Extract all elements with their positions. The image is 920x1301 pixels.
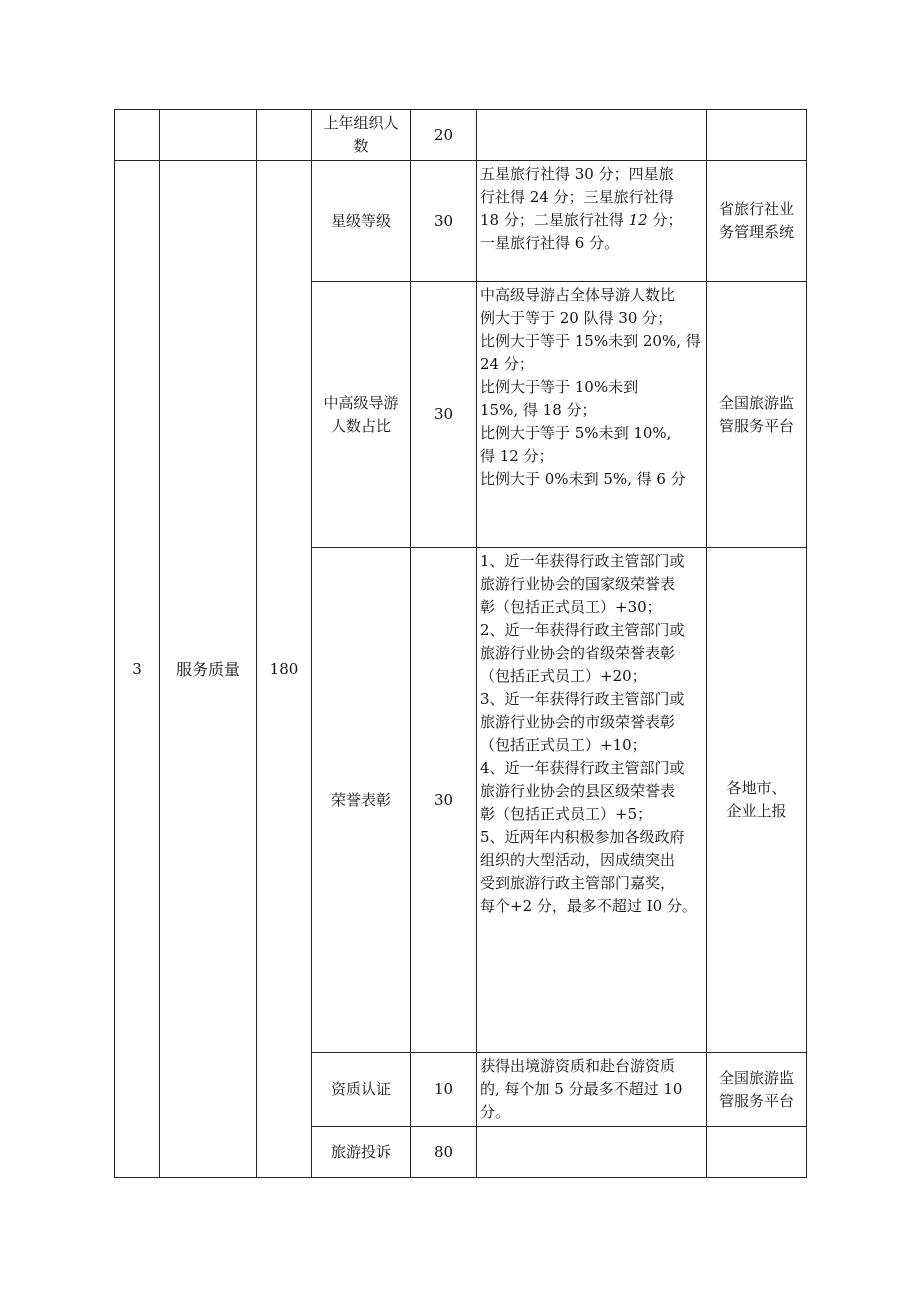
cell-no: 3 [115, 161, 160, 1178]
rule-line: 4、近一年获得行政主管部门或 [480, 759, 685, 777]
rule-line: 比例大于 0%未到 5%, 得 6 分 [480, 470, 686, 488]
source-line: 企业上报 [726, 802, 787, 820]
item-line: 人数占比 [330, 416, 391, 435]
cell-score: 20 [411, 110, 477, 161]
table-row-prior-year-organized [115, 110, 807, 161]
cell-item: 星级等级 [312, 161, 411, 282]
source-line: 各地市、 [726, 779, 787, 797]
cell-rule [477, 1053, 707, 1127]
cell-source [707, 161, 807, 282]
cell-source [707, 548, 807, 1053]
evaluation-table [114, 109, 807, 1178]
rule-line: 行社得 24 分；三星旅行社得 [480, 188, 674, 206]
rule-line: 15%, 得 18 分； [480, 401, 597, 419]
cell-score: 30 [411, 161, 477, 282]
rule-line: 中高级导游占全体导游人数比 [480, 286, 676, 304]
item-line: 上年组织人 [323, 114, 399, 132]
cell-source [707, 1127, 807, 1178]
rule-line: 每个+2 分，最多不超过 I0 分。 [480, 897, 697, 915]
rule-line: 一星旅行社得 6 分。 [480, 234, 620, 252]
cell-item [312, 282, 411, 548]
rule-line: 受到旅游行政主管部门嘉奖， [480, 874, 676, 892]
cell-category-empty [160, 110, 257, 161]
rule-line: 分。 [480, 1103, 511, 1121]
cell-score: 30 [411, 282, 477, 548]
cell-rule [477, 110, 707, 161]
rule-line: （包括正式员工）+20； [480, 667, 647, 685]
source-line: 务管理系统 [718, 223, 794, 241]
rule-line: 的, 每个加 5 分最多不超过 10 [480, 1080, 683, 1098]
item-line: 中高级导游 [323, 393, 399, 412]
rule-text: 18 分；二星旅行社得 [480, 211, 629, 229]
rule-line: 比例大于等于 5%未到 10%, [480, 424, 672, 442]
cell-score: 10 [411, 1053, 477, 1127]
item-line: 数 [353, 137, 369, 155]
rule-line: 例大于等于 20 队得 30 分； [480, 309, 673, 327]
cell-source [707, 282, 807, 548]
rule-line: 5、近两年内积极参加各级政府 [480, 828, 685, 846]
cell-total: 180 [257, 161, 312, 1178]
cell-source [707, 110, 807, 161]
rule-line [480, 209, 704, 232]
source-line: 全国旅游监 [718, 393, 794, 412]
source-line: 全国旅游监 [718, 1068, 794, 1087]
rule-line: 比例大于等于 15%未到 20%, 得 [480, 332, 701, 350]
cell-no-empty [115, 110, 160, 161]
cell-score: 30 [411, 548, 477, 1053]
source-line: 管服务平台 [718, 1091, 794, 1110]
cell-item: 旅游投诉 [312, 1127, 411, 1178]
rule-line: （包括正式员工）+10； [480, 736, 647, 754]
cell-item: 荣誉表彰 [312, 548, 411, 1053]
rule-line: 得 12 分； [480, 447, 554, 465]
cell-item: 资质认证 [312, 1053, 411, 1127]
cell-category: 服务质量 [160, 161, 257, 1178]
cell-rule [477, 282, 707, 548]
cell-item [312, 110, 411, 161]
source-line: 管服务平台 [718, 416, 794, 435]
cell-rule [477, 548, 707, 1053]
rule-text: 分； [647, 211, 683, 229]
cell-rule [477, 161, 707, 282]
cell-rule [477, 1127, 707, 1178]
rule-line: 组织的大型活动，因成绩突出 [480, 851, 676, 869]
rule-line: 彰（包括正式员工）+30； [480, 598, 662, 616]
rule-line: 旅游行业协会的县区级荣誉表 [480, 782, 676, 800]
rule-line: 1、近一年获得行政主管部门或 [480, 552, 685, 570]
rule-line: 五星旅行社得 30 分；四星旅 [480, 165, 674, 183]
rule-line: 获得出境游资质和赴台游资质 [480, 1057, 676, 1075]
rule-line: 3、近一年获得行政主管部门或 [480, 690, 685, 708]
cell-score: 80 [411, 1127, 477, 1178]
evaluation-table-container [114, 109, 807, 1178]
rule-line: 彰（包括正式员工）+5； [480, 805, 653, 823]
rule-line: 24 分； [480, 355, 534, 373]
cell-source [707, 1053, 807, 1127]
rule-line: 旅游行业协会的市级荣誉表彰 [480, 713, 676, 731]
rule-text-italic: 12 [628, 211, 648, 229]
rule-line: 旅游行业协会的省级荣誉表彰 [480, 644, 676, 662]
table-row-star-rating [115, 161, 807, 282]
rule-line: 比例大于等于 10%未到 [480, 378, 639, 396]
source-line: 省旅行社业 [718, 200, 794, 218]
cell-total-empty [257, 110, 312, 161]
rule-line: 旅游行业协会的国家级荣誉表 [480, 575, 676, 593]
rule-line: 2、近一年获得行政主管部门或 [480, 621, 685, 639]
